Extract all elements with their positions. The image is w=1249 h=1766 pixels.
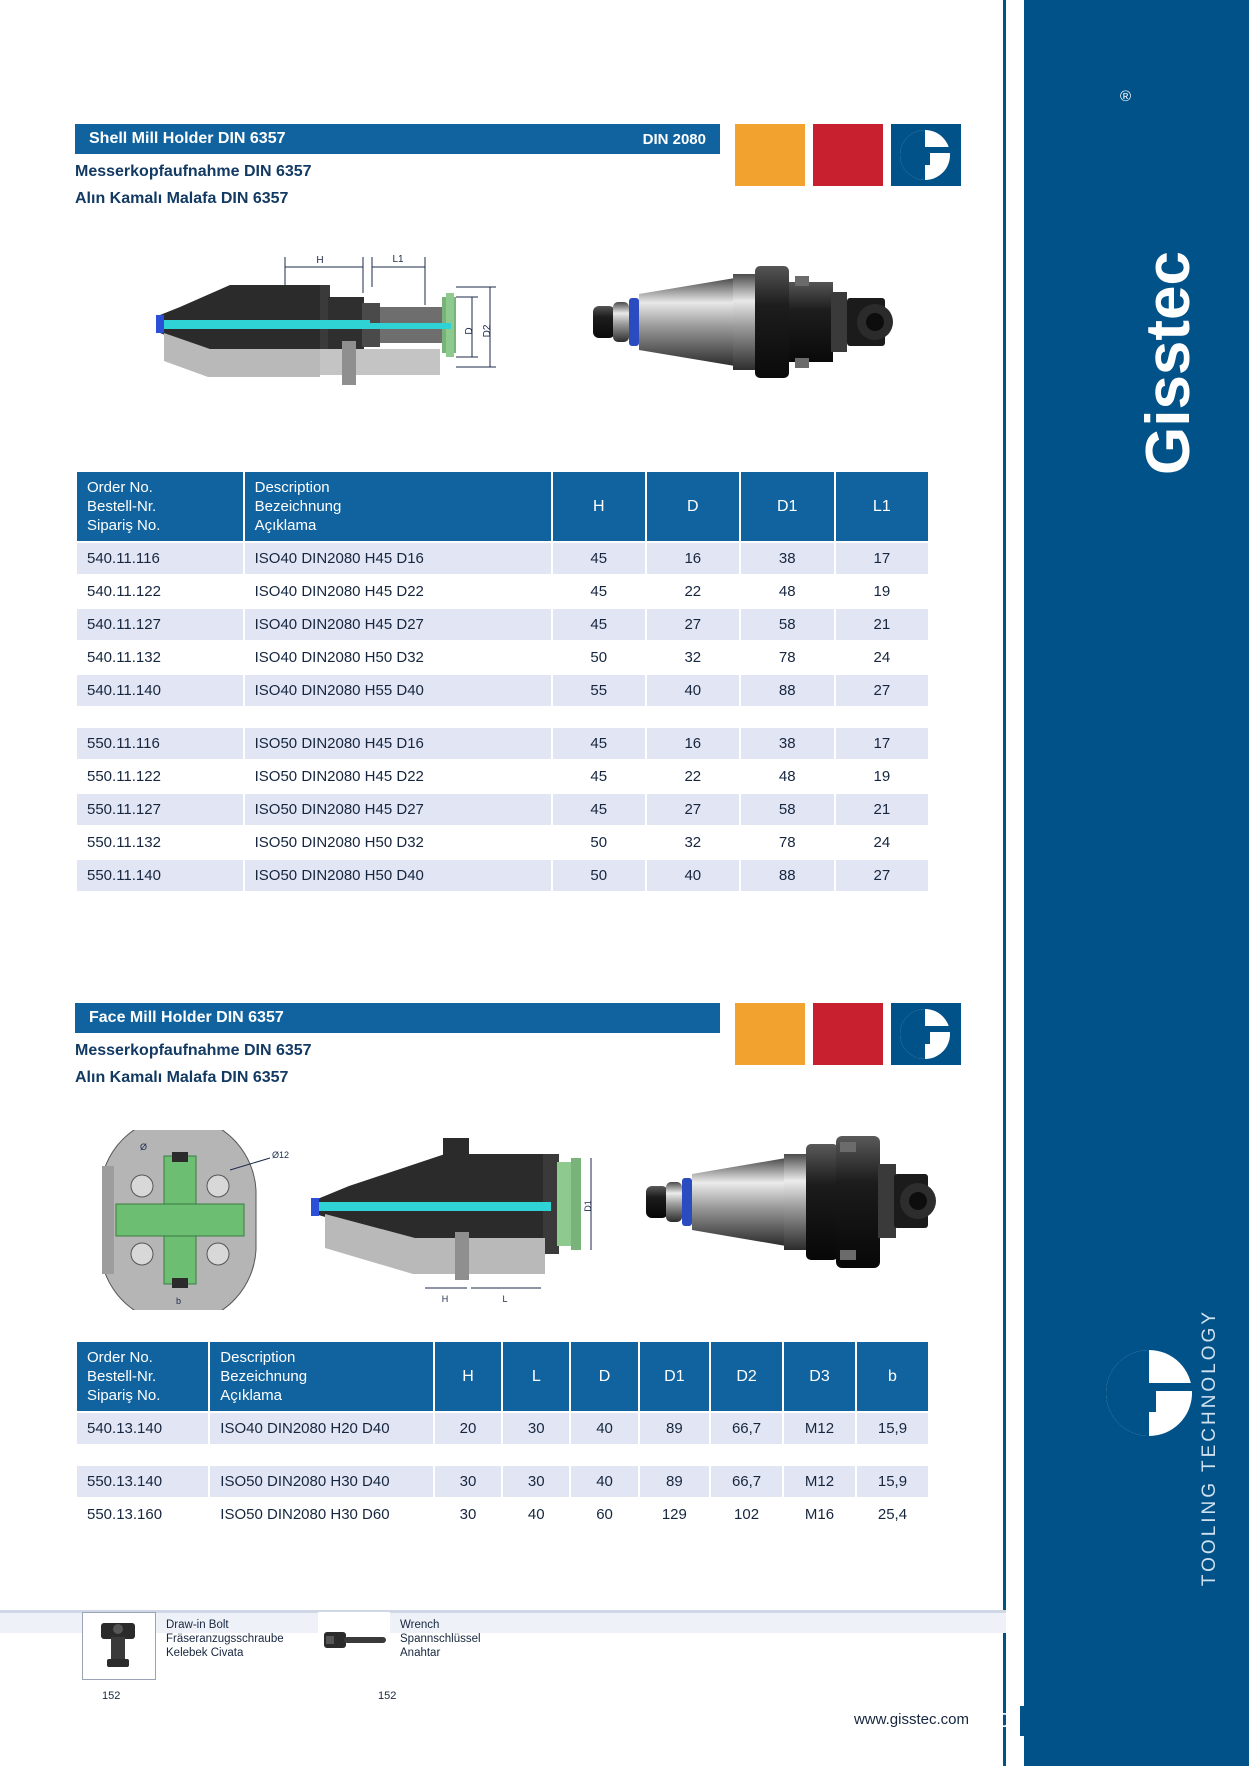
table-row bbox=[76, 1498, 929, 1531]
cell-d2: 102 bbox=[710, 1498, 783, 1531]
table2-header-b: b bbox=[856, 1341, 929, 1412]
cell-h: 45 bbox=[552, 575, 646, 608]
cell-d: 16 bbox=[646, 542, 740, 575]
table-row bbox=[76, 760, 929, 793]
cell-b: 25,4 bbox=[856, 1498, 929, 1531]
shell-mill-table bbox=[75, 470, 930, 893]
cell-l1: 24 bbox=[835, 826, 929, 859]
table-row bbox=[76, 608, 929, 641]
table2-header-l: L bbox=[502, 1341, 570, 1412]
table-row bbox=[76, 1412, 929, 1445]
table2-header-d: D bbox=[570, 1341, 638, 1412]
wrench-page-ref[interactable]: 152 bbox=[378, 1690, 397, 1702]
table2-header-row bbox=[76, 1341, 929, 1412]
cell-desc: ISO50 DIN2080 H30 D40 bbox=[209, 1465, 434, 1498]
cell-b: 15,9 bbox=[856, 1465, 929, 1498]
svg-text:D2: D2 bbox=[482, 324, 493, 338]
table1-header-row bbox=[76, 471, 929, 542]
cell-order: 550.11.127 bbox=[76, 793, 244, 826]
table2-header-d3: D3 bbox=[783, 1341, 856, 1412]
cell-order: 550.13.140 bbox=[76, 1465, 209, 1498]
cell-d: 40 bbox=[570, 1465, 638, 1498]
cell-d3: M16 bbox=[783, 1498, 856, 1531]
cell-desc: ISO50 DIN2080 H50 D40 bbox=[244, 859, 552, 892]
table-row bbox=[76, 859, 929, 892]
wrench-label: Wrench Spannschlüssel Anahtar bbox=[400, 1619, 481, 1659]
cell-d: 22 bbox=[646, 575, 740, 608]
cell-desc: ISO50 DIN2080 H30 D60 bbox=[209, 1498, 434, 1531]
cell-d2: 66,7 bbox=[710, 1465, 783, 1498]
table-row bbox=[76, 1465, 929, 1498]
cell-order: 540.13.140 bbox=[76, 1412, 209, 1445]
cell-desc: ISO40 DIN2080 H45 D16 bbox=[244, 542, 552, 575]
cell-h: 45 bbox=[552, 542, 646, 575]
section1-subtitle-tr: Alın Kamalı Malafa DIN 6357 bbox=[75, 190, 289, 207]
draw-in-bolt-image bbox=[82, 1612, 156, 1680]
cell-d1: 48 bbox=[740, 760, 835, 793]
swatch-red bbox=[813, 124, 883, 186]
section2-color-swatches bbox=[735, 1003, 961, 1065]
cell-desc: ISO50 DIN2080 H45 D27 bbox=[244, 793, 552, 826]
wrench-image bbox=[318, 1612, 390, 1678]
cell-l1: 21 bbox=[835, 608, 929, 641]
cell-l1: 21 bbox=[835, 793, 929, 826]
cell-desc: ISO40 DIN2080 H50 D32 bbox=[244, 641, 552, 674]
swatch-red bbox=[813, 1003, 883, 1065]
cell-order: 550.11.132 bbox=[76, 826, 244, 859]
table-row bbox=[76, 641, 929, 674]
cell-l: 30 bbox=[502, 1465, 570, 1498]
cell-h: 50 bbox=[552, 641, 646, 674]
cell-d: 16 bbox=[646, 727, 740, 760]
cell-h: 45 bbox=[552, 760, 646, 793]
rail-tagline: TOOLING TECHNOLOGY bbox=[1199, 1308, 1220, 1586]
table-row bbox=[76, 826, 929, 859]
table-row bbox=[76, 674, 929, 707]
cell-h: 50 bbox=[552, 826, 646, 859]
cell-l: 40 bbox=[502, 1498, 570, 1531]
section1-title: Shell Mill Holder DIN 6357 bbox=[89, 130, 286, 147]
cell-h: 55 bbox=[552, 674, 646, 707]
cell-desc: ISO40 DIN2080 H45 D27 bbox=[244, 608, 552, 641]
table-row bbox=[76, 727, 929, 760]
table-group-spacer bbox=[76, 1445, 929, 1465]
cell-h: 45 bbox=[552, 727, 646, 760]
table2-header-d2: D2 bbox=[710, 1341, 783, 1412]
cell-h: 50 bbox=[552, 859, 646, 892]
section2-subtitle-tr: Alın Kamalı Malafa DIN 6357 bbox=[75, 1069, 289, 1086]
rail-white-gap bbox=[1006, 0, 1024, 1766]
cell-h: 30 bbox=[434, 1498, 502, 1531]
cell-d1: 88 bbox=[740, 859, 835, 892]
table2-header-order: Order No. Bestell-Nr. Sipariş No. bbox=[76, 1341, 209, 1412]
shell-mill-technical-drawing bbox=[80, 245, 520, 400]
cell-l1: 19 bbox=[835, 575, 929, 608]
cell-d: 27 bbox=[646, 793, 740, 826]
cell-d3: M12 bbox=[783, 1412, 856, 1445]
cell-d2: 66,7 bbox=[710, 1412, 783, 1445]
table-row bbox=[76, 542, 929, 575]
gisstec-logo-icon bbox=[1106, 1350, 1192, 1436]
cell-order: 550.11.116 bbox=[76, 727, 244, 760]
shell-mill-product-photo bbox=[585, 258, 955, 388]
cell-l1: 17 bbox=[835, 542, 929, 575]
cell-desc: ISO50 DIN2080 H45 D16 bbox=[244, 727, 552, 760]
svg-text:D1: D1 bbox=[583, 1200, 593, 1212]
face-mill-side-section-drawing bbox=[295, 1128, 625, 1308]
cell-b: 15,9 bbox=[856, 1412, 929, 1445]
cell-order: 550.11.140 bbox=[76, 859, 244, 892]
cell-d1: 48 bbox=[740, 575, 835, 608]
cell-l: 30 bbox=[502, 1412, 570, 1445]
cell-d1: 89 bbox=[639, 1412, 710, 1445]
cell-d1: 78 bbox=[740, 826, 835, 859]
cell-d: 40 bbox=[646, 674, 740, 707]
website-url[interactable]: www.gisstec.com bbox=[853, 1711, 969, 1728]
cell-d: 40 bbox=[570, 1412, 638, 1445]
section2-title-bar bbox=[75, 1003, 720, 1033]
svg-text:Ø12: Ø12 bbox=[272, 1150, 290, 1160]
cell-order: 540.11.127 bbox=[76, 608, 244, 641]
section2-title: Face Mill Holder DIN 6357 bbox=[89, 1009, 284, 1026]
section2-logo-icon bbox=[891, 1003, 961, 1065]
table-row bbox=[76, 575, 929, 608]
svg-text:L1: L1 bbox=[392, 254, 404, 265]
cell-desc: ISO40 DIN2080 H45 D22 bbox=[244, 575, 552, 608]
svg-text:L: L bbox=[502, 1294, 508, 1304]
table2-header-h: H bbox=[434, 1341, 502, 1412]
face-mill-front-view-drawing bbox=[80, 1130, 295, 1310]
cell-d: 32 bbox=[646, 641, 740, 674]
cell-d1: 58 bbox=[740, 608, 835, 641]
face-mill-product-photo bbox=[640, 1130, 970, 1280]
cell-desc: ISO40 DIN2080 H55 D40 bbox=[244, 674, 552, 707]
cell-l1: 24 bbox=[835, 641, 929, 674]
cell-order: 540.11.122 bbox=[76, 575, 244, 608]
table1-header-order: Order No. Bestell-Nr. Sipariş No. bbox=[76, 471, 244, 542]
cell-d: 32 bbox=[646, 826, 740, 859]
cell-l1: 27 bbox=[835, 859, 929, 892]
cell-d1: 38 bbox=[740, 542, 835, 575]
cell-order: 550.11.122 bbox=[76, 760, 244, 793]
cell-d1: 129 bbox=[639, 1498, 710, 1531]
table1-header-description: Description Bezeichnung Açıklama bbox=[244, 471, 552, 542]
draw-in-bolt-page-ref[interactable]: 152 bbox=[102, 1690, 121, 1702]
cell-order: 550.13.160 bbox=[76, 1498, 209, 1531]
svg-text:H: H bbox=[441, 1294, 449, 1304]
cell-desc: ISO40 DIN2080 H20 D40 bbox=[209, 1412, 434, 1445]
cell-d1: 89 bbox=[639, 1465, 710, 1498]
cell-order: 540.11.116 bbox=[76, 542, 244, 575]
section-shell-mill-header bbox=[75, 124, 720, 208]
cell-d1: 38 bbox=[740, 727, 835, 760]
table1-header-d: D bbox=[646, 471, 740, 542]
cell-order: 540.11.140 bbox=[76, 674, 244, 707]
section2-subtitle-de: Messerkopfaufnahme DIN 6357 bbox=[75, 1042, 312, 1059]
svg-text:Ø: Ø bbox=[140, 1142, 148, 1152]
page-number: 109 bbox=[987, 1710, 1021, 1732]
cell-d: 22 bbox=[646, 760, 740, 793]
registered-trademark-symbol: ® bbox=[1119, 88, 1131, 105]
brand-name-vertical: Gisstec bbox=[1134, 250, 1203, 475]
cell-h: 45 bbox=[552, 793, 646, 826]
swatch-orange bbox=[735, 124, 805, 186]
table2-header-description: Description Bezeichnung Açıklama bbox=[209, 1341, 434, 1412]
cell-l1: 27 bbox=[835, 674, 929, 707]
section-face-mill-header bbox=[75, 1003, 720, 1087]
table1-header-l1: L1 bbox=[835, 471, 929, 542]
draw-in-bolt-label: Draw-in Bolt Fräseranzugsschraube Kelebek Civata bbox=[166, 1619, 284, 1659]
cell-l1: 17 bbox=[835, 727, 929, 760]
section1-title-bar bbox=[75, 124, 720, 154]
section1-color-swatches bbox=[735, 124, 961, 186]
section1-logo-icon bbox=[891, 124, 961, 186]
table-row bbox=[76, 793, 929, 826]
table-group-spacer bbox=[76, 707, 929, 727]
cell-d: 60 bbox=[570, 1498, 638, 1531]
svg-text:H: H bbox=[316, 255, 324, 266]
section1-standard: DIN 2080 bbox=[642, 130, 706, 148]
svg-text:b: b bbox=[176, 1296, 182, 1306]
table2-header-d1: D1 bbox=[639, 1341, 710, 1412]
section1-subtitle-de: Messerkopfaufnahme DIN 6357 bbox=[75, 163, 312, 180]
cell-d3: M12 bbox=[783, 1465, 856, 1498]
cell-h: 20 bbox=[434, 1412, 502, 1445]
cell-desc: ISO50 DIN2080 H45 D22 bbox=[244, 760, 552, 793]
cell-order: 540.11.132 bbox=[76, 641, 244, 674]
cell-desc: ISO50 DIN2080 H50 D32 bbox=[244, 826, 552, 859]
cell-d1: 58 bbox=[740, 793, 835, 826]
cell-d1: 78 bbox=[740, 641, 835, 674]
cell-h: 30 bbox=[434, 1465, 502, 1498]
page-number-tab bbox=[1020, 1706, 1032, 1736]
cell-l1: 19 bbox=[835, 760, 929, 793]
cell-d1: 88 bbox=[740, 674, 835, 707]
cell-h: 45 bbox=[552, 608, 646, 641]
table1-header-d1: D1 bbox=[740, 471, 835, 542]
table1-header-h: H bbox=[552, 471, 646, 542]
cell-d: 27 bbox=[646, 608, 740, 641]
swatch-orange bbox=[735, 1003, 805, 1065]
cell-d: 40 bbox=[646, 859, 740, 892]
face-mill-table bbox=[75, 1340, 930, 1532]
right-brand-rail bbox=[1024, 0, 1249, 1766]
svg-text:D: D bbox=[464, 327, 475, 335]
